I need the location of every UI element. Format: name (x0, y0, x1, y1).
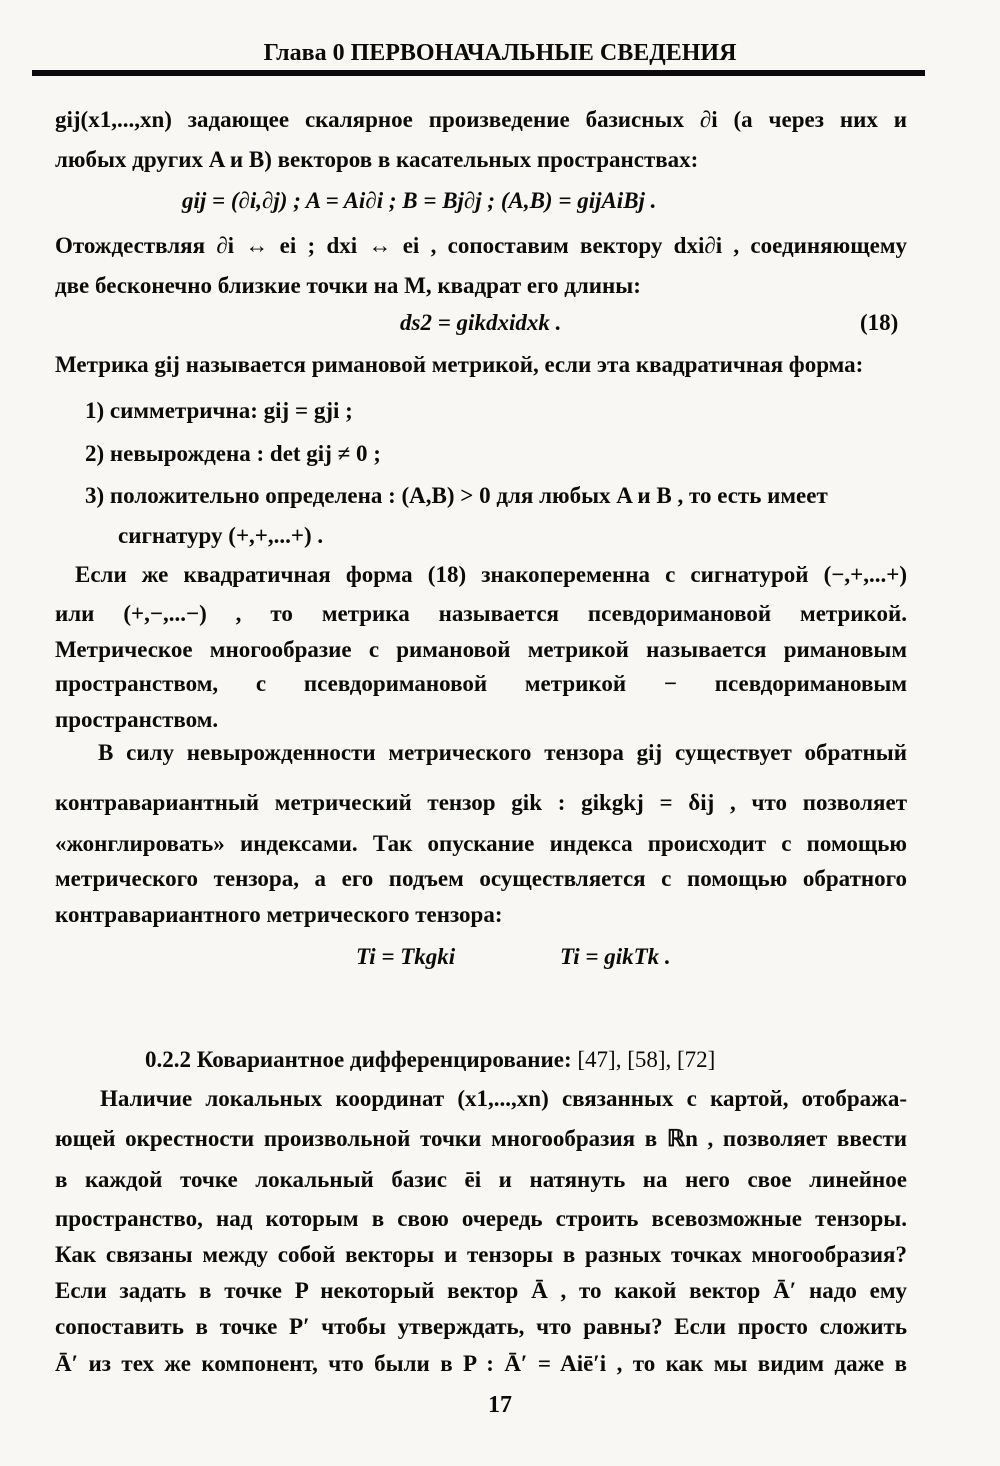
equation-lower-index: Ti = Tkgki (356, 944, 456, 969)
list-item: 3) положительно определена : (A,B) > 0 для любых A и B , то есть имеет (85, 483, 828, 508)
text-line: две бесконечно близкие точки на M, квадрат его длины: (55, 273, 641, 298)
section-refs: [47], [58], [72] (571, 1047, 716, 1072)
text-line: пространство, над которым в свою очередь строить всевозможные тензоры. (55, 1206, 907, 1231)
text-line: «жонглировать» индексами. Так опускание индекса происходит с помощью (55, 831, 907, 856)
text-line: Если же квадратичная форма (18) знакопеременна с сигнатурой (−,+,...+) (75, 562, 907, 587)
text-line: контравариантного метрического тензора: (55, 902, 503, 927)
text-line: или (+,−,...−) , то метрика называется псевдоримановой метрикой. (55, 601, 907, 626)
text-line: В силу невырожденности метрического тензора gij существует обратный (98, 740, 907, 765)
equation-raise-index: Ti = gikTk . (560, 944, 671, 969)
text-line: Если задать в точке P некоторый вектор Ā , то какой вектор Ā′ надо ему (55, 1278, 907, 1303)
text-line: пространством, с псевдоримановой метрикой − псевдоримановым (55, 671, 907, 696)
text-line: Наличие локальных координат (x1,...,xn) связанных с картой, отобража- (100, 1086, 907, 1111)
text-line: метрического тензора, а его подъем осуществляется с помощью обратного (55, 866, 907, 891)
list-item: 2) невырождена : det gij ≠ 0 ; (85, 441, 381, 466)
text-line: Как связаны между собой векторы и тензоры в разных точках многообразия? (55, 1242, 907, 1267)
text-line: Ā′ из тех же компонент, что были в P : Ā′ = Aiē′i , то как мы видим даже в (55, 1351, 907, 1376)
header-rule (32, 70, 925, 76)
text-line: любых других A и B) векторов в касательных пространствах: (55, 147, 699, 172)
equation-ds: ds2 = gikdxidxk . (400, 310, 562, 335)
text-line: Метрика gij называется римановой метрикой, если эта квадратичная форма: (55, 352, 864, 377)
page-number: 17 (488, 1392, 512, 1418)
list-item: 1) симметрична: gij = gji ; (85, 398, 353, 423)
equation-number: (18) (860, 310, 899, 335)
section-heading (145, 1046, 715, 1074)
equation-metric: gij = (∂i,∂j) ; A = Ai∂i ; B = Bj∂j ; (A,B) = gijAiBj . (182, 188, 657, 213)
text-line: сопоставить в точке P′ чтобы утверждать, что равны? Если просто сложить (55, 1314, 907, 1339)
running-header: Глава 0 ПЕРВОНАЧАЛЬНЫЕ СВЕДЕНИЯ (263, 40, 737, 66)
text-line: контравариантный метрический тензор gik : gikgkj = δij , что позволяет (55, 790, 907, 815)
text-line: пространством. (55, 707, 219, 732)
text-line: gij(x1,...,xn) задающее скалярное произведение базисных ∂i (а через них и (55, 107, 907, 132)
text-line: в каждой точке локальный базис ēi и натянуть на него свое линейное (55, 1167, 907, 1192)
section-title: 0.2.2 Ковариантное дифференцирование: (145, 1047, 572, 1072)
list-item: сигнатуру (+,+,...+) . (118, 523, 324, 548)
text-line: Метрическое многообразие с римановой метрикой называется римановым (55, 637, 907, 662)
text-line: Отождествляя ∂i ↔ ei ; dxi ↔ ei , сопоставим вектору dxi∂i , соединяющему (55, 233, 907, 258)
text-line: ющей окрестности произвольной точки многообразия в ℝn , позволяет ввести (55, 1126, 907, 1151)
